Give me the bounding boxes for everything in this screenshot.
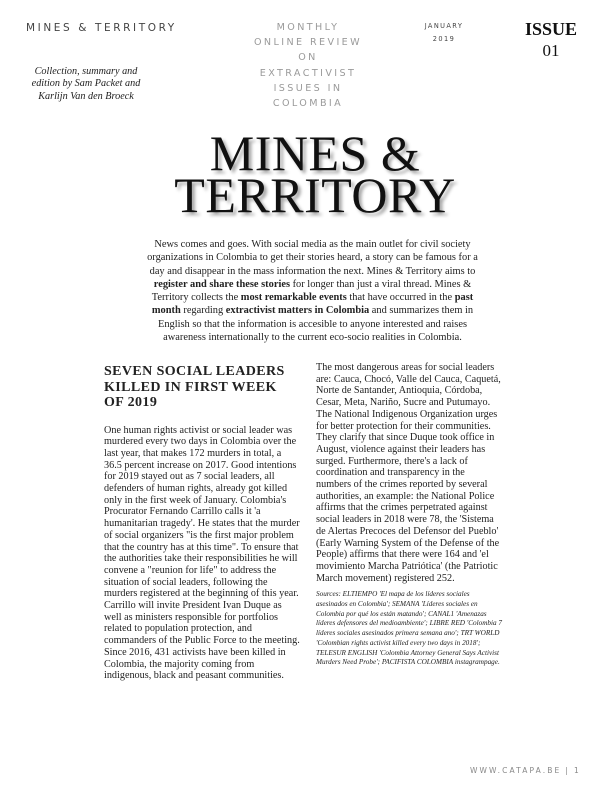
publication-subtitle: [238, 20, 378, 111]
article-left-column: [104, 364, 300, 682]
indigenous-organization-paragraph: The National Indigenous Organization urges for better protection for their communities. They clarify that since Duque took office in August, violence against their leaders has surged. Furthermore, there's a lack of coordination and transparency in the numbers of the crimes reported by several authorities, an example: the National Police affirms that the crimes perpetrated against social leaders in 2018 were 78, the 'Sistema de Alertas Precoces del Defensor del Pueblo' (Early Warning System of the Defense of the People) affirms that there were 164 and 'el movimiento Marcha Patriótica' (the Patriotic March movement) registered 252.: [316, 408, 500, 584]
article-right-column: [316, 362, 502, 668]
editor-credits: Collection, summary and edition by Sam Packet and Karlijn Van den Broeck: [31, 66, 141, 102]
intro-emphasis: most remarkable events: [240, 292, 347, 304]
intro-paragraph: [140, 238, 485, 344]
article-sources: Sources: ELTIEMPO 'El mapa de los líderes sociales asesinados en Colombia'; SEMANA 'Líderes sociales en Colombia por qué los están matando'; CANAL1 'Amenazas líderes defensores del medioambiente'; LIBRE RED 'Colombia 7 líderes sociales asesinados primera semana ano'; TRT WORLD 'Colombian rights activist killed every two days in 2018'; TELESUR ENGLISH 'Colombia Attorney General Says Activist Murders Need Probe'; PACIFISTA COLOMBIA instagrampage.: [316, 590, 502, 667]
intro-text: that have occurred in the: [346, 292, 455, 304]
issue-month: JANUARY: [424, 22, 464, 30]
footer-separator: |: [565, 766, 570, 775]
website-link[interactable]: WWW.CATAPA.BE: [470, 766, 562, 775]
intro-text: for longer than just a viral thread. Mines & Territory collects the: [151, 278, 472, 304]
intro-text: regarding: [180, 305, 226, 317]
masthead-line-1: MINES &: [209, 125, 421, 181]
intro-emphasis: register and share these stories: [153, 278, 290, 290]
issue-date: [418, 20, 470, 46]
dangerous-areas-paragraph: The most dangerous areas for social leaders are: Cauca, Chocó, Valle del Cauca, Caquetá, Norte de Santander, Antioquia, Córdoba, Cesar, Meta, Nariño, Sucre and Putumayo.: [316, 362, 501, 409]
subtitle-line: ONLINE REVIEW: [253, 37, 363, 49]
intro-text: News comes and goes. With social media as the main outlet for civil society organizations in Colombia to get their stories heard, a story can be famous for a day and disappear in the mass information the next. Mines & Territory aims to: [147, 239, 478, 277]
masthead-title: [160, 125, 470, 223]
subtitle-line: MONTHLY: [276, 22, 340, 33]
subtitle-line: ISSUES IN: [273, 82, 343, 94]
brand-name: MINES & TERRITORY: [26, 22, 177, 34]
masthead-line-2: TERRITORY: [174, 167, 456, 223]
page-footer: [470, 766, 581, 775]
intro-emphasis: extractivist matters in Colombia: [225, 305, 370, 317]
issue-year: 2019: [432, 35, 456, 43]
issue-block: [516, 18, 586, 62]
subtitle-line: COLOMBIA: [272, 98, 344, 110]
intro-emphasis: past month: [151, 292, 474, 317]
article-body: One human rights activist or social leader was murdered every two days in Colombia over the last year, that makes 172 murders in total, a 36.5 percent increase on 2017. Good intentions for 2019 stayed out as 7 social leaders, all defenders of human rights, already got killed only in the first week of January. Colombia's Procurator Fernando Carrillo calls it 'a humanitarian tragedy'. He states that the murder of social organizers "is the first major problem that the country has at this time". To ensure that the authorities take their responsibilities he will convene a "reunion for life" to address the situation of social leaders, following the murders registered at the beginning of this year. Carrillo will invite President Ivan Duque as well as ministers responsible for portfolios related to population protection, and commanders of the Public Force to the meeting. Since 2016, 431 activists have been killed in Colombia, the majority coming from indigenous, black and peasant communities.: [104, 424, 300, 682]
subtitle-line: ON: [298, 52, 318, 64]
intro-text: and summarizes them in English so that the information is accesible to anyone interested and raises awareness internationally to the current eco-socio realities in Colombia.: [157, 305, 474, 344]
issue-number: 01: [542, 41, 560, 60]
issue-label: ISSUE: [524, 19, 578, 39]
article-headline: SEVEN SOCIAL LEADERS KILLED IN FIRST WEEK OF 2019: [104, 364, 285, 410]
subtitle-line: EXTRACTIVIST: [259, 67, 357, 79]
page-number: 1: [573, 766, 581, 775]
